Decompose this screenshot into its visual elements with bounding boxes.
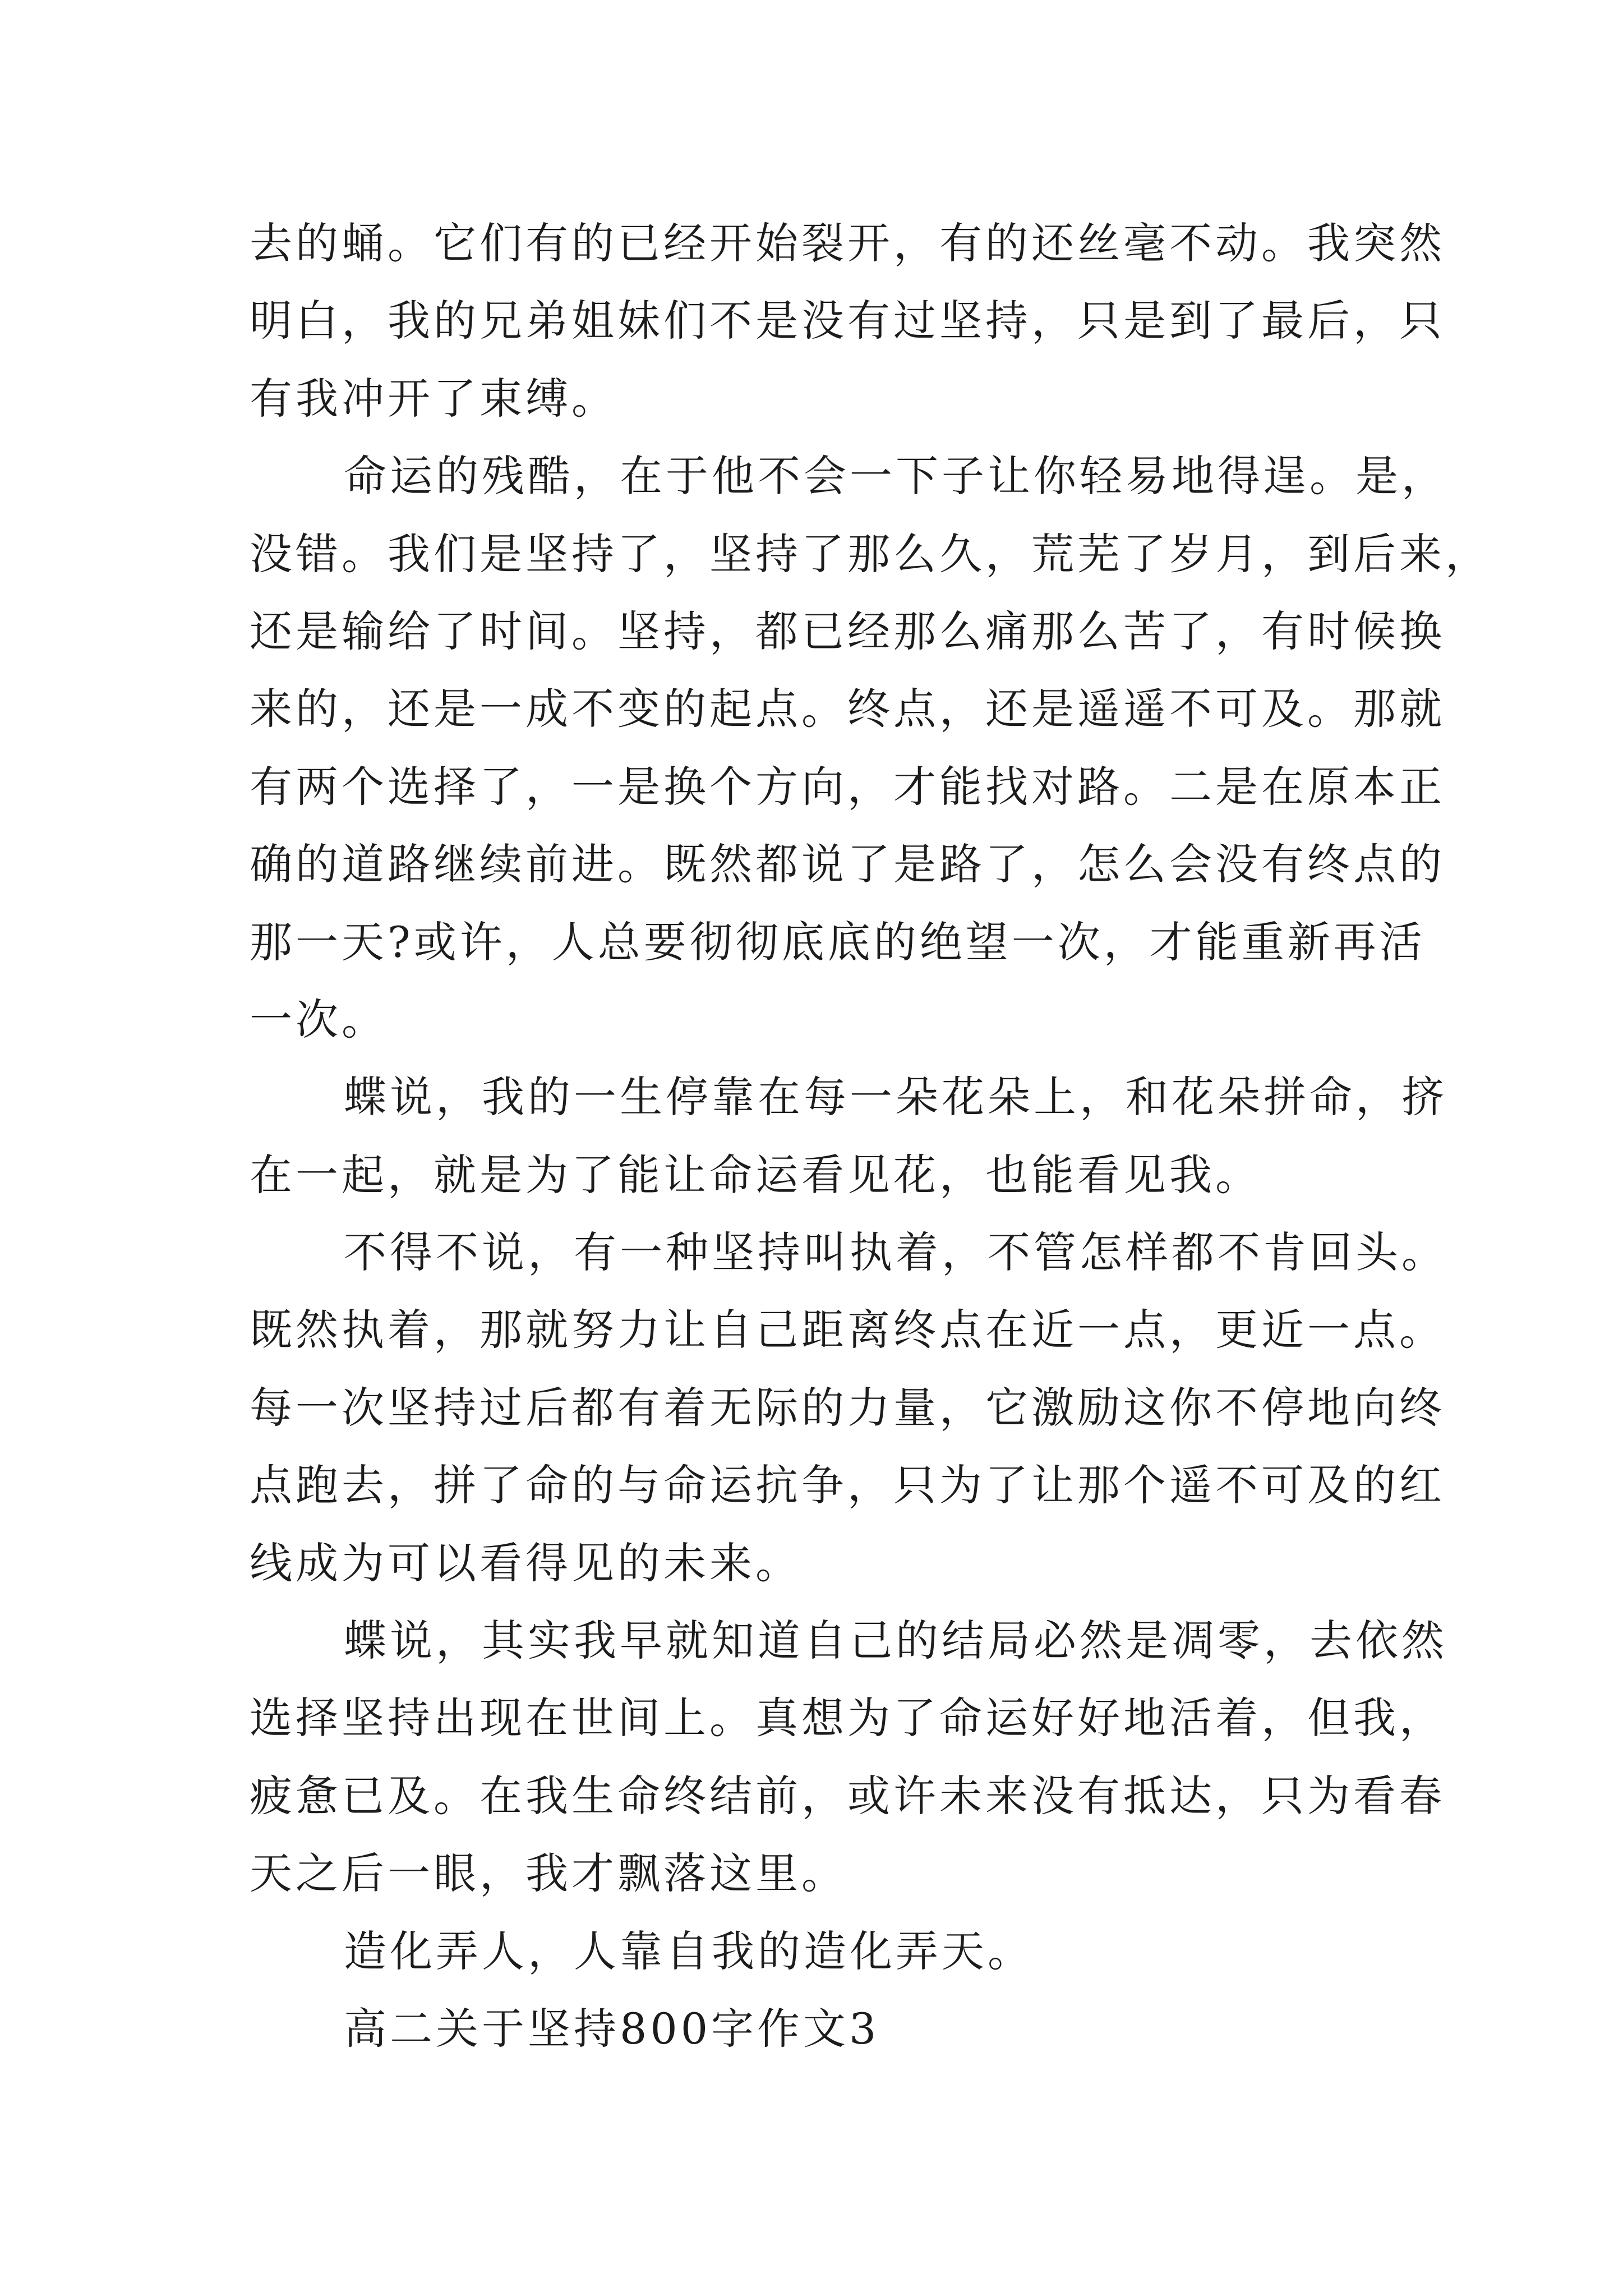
paragraph (250, 1214, 1447, 1602)
text-line: 确的道路继续前进。既然都说了是路了，怎么会没有终点的 (250, 839, 1445, 890)
text-line: 点跑去，拼了命的与命运抗争，只为了让那个遥不可及的红 (250, 1460, 1445, 1511)
text-line: 不得不说，有一种坚持叫执着，不管怎样都不肯回头。 (344, 1227, 1447, 1278)
paragraph (250, 438, 1491, 1059)
text-line: 在一起，就是为了能让命运看见花，也能看见我。 (250, 1149, 1261, 1200)
text-line: 一次。 (250, 994, 388, 1045)
text-line: 明白，我的兄弟姐妹们不是没有过坚持，只是到了最后，只 (250, 296, 1445, 346)
essay-body (250, 205, 1491, 2068)
text-line: 线成为可以看得见的未来。 (250, 1538, 801, 1588)
paragraph (250, 1602, 1447, 1913)
text-line: 命运的残酷，在于他不会一下子让你轻易地得逞。是， (344, 451, 1447, 501)
text-line: 选择坚持出现在世间上。真想为了命运好好地活着，但我， (250, 1693, 1445, 1743)
paragraph (250, 1913, 1394, 1990)
text-line: 高二关于坚持800字作文3 (344, 2003, 880, 2054)
paragraph (250, 205, 1445, 438)
text-line: 还是输给了时间。坚持，都已经那么痛那么苦了，有时候换 (250, 606, 1445, 656)
text-line: 有两个选择了，一是换个方向，才能找对路。二是在原本正 (250, 761, 1445, 812)
section-heading (250, 1990, 1394, 2068)
text-line: 那一天?或许，人总要彻彻底底的绝望一次，才能重新再活 (250, 917, 1426, 967)
text-line: 造化弄人，人靠自我的造化弄天。 (344, 1926, 1034, 1976)
text-line: 既然执着，那就努力让自己距离终点在近一点，更近一点。 (250, 1305, 1445, 1355)
text-line: 来的，还是一成不变的起点。终点，还是遥遥不可及。那就 (250, 684, 1445, 734)
text-line: 没错。我们是坚持了，坚持了那么久，荒芜了岁月，到后来， (250, 528, 1491, 579)
paragraph (250, 1059, 1447, 1214)
text-line: 蝶说，其实我早就知道自己的结局必然是凋零，去依然 (344, 1616, 1447, 1666)
text-line: 蝶说，我的一生停靠在每一朵花朵上，和花朵拼命，挤 (344, 1072, 1447, 1122)
text-line: 每一次坚持过后都有着无际的力量，它激励这你不停地向终 (250, 1382, 1445, 1433)
text-line: 去的蛹。它们有的已经开始裂开，有的还丝毫不动。我突然 (250, 218, 1445, 268)
text-line: 天之后一眼，我才飘落这里。 (250, 1848, 847, 1899)
text-line: 有我冲开了束缚。 (250, 373, 617, 424)
text-line: 疲惫已及。在我生命终结前，或许未来没有抵达，只为看春 (250, 1770, 1445, 1821)
